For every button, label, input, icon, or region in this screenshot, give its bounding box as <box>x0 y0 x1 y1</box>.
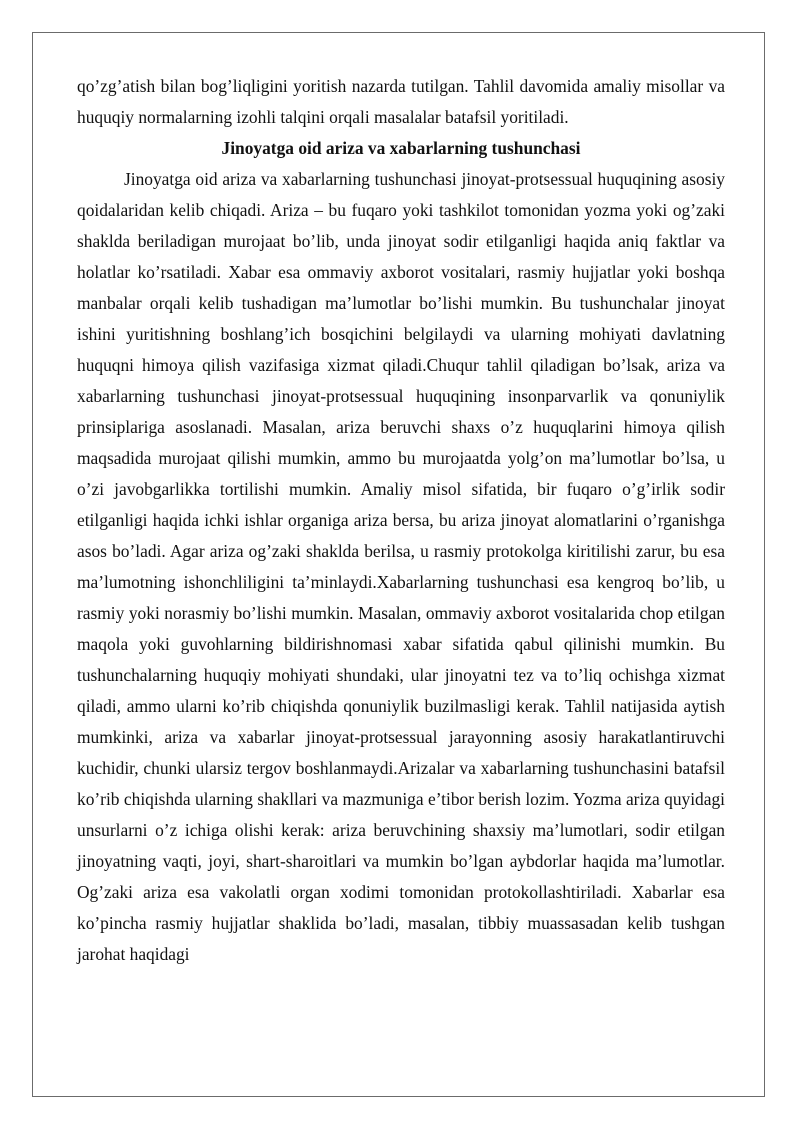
intro-paragraph: qo’zg’atish bilan bog’liqligini yoritish nazarda tutilgan. Tahlil davomida amaliy misollar va huquqiy normalarning izohli talqini orqali masalalar batafsil yoritiladi. <box>77 76 725 127</box>
document-content <box>77 71 725 970</box>
body-paragraph: Jinoyatga oid ariza va xabarlarning tushunchasi jinoyat-protsessual huquqining asosiy qoidalaridan kelib chiqadi. Ariza – bu fuqaro yoki tashkilot tomonidan yozma yoki og’zaki shaklda beriladigan murojaat bo’lib, unda jinoyat sodir etilganligi haqida aniq faktlar va holatlar ko’rsatiladi. Xabar esa ommaviy axborot vositalari, rasmiy hujjatlar yoki boshqa manbalar orqali kelib tushadigan ma’lumotlar bo’lishi mumkin. Bu tushunchalar jinoyat ishini yuritishning boshlang’ich bosqichini belgilaydi va ularning mohiyati davlatning huquqni himoya qilish vazifasiga xizmat qiladi.Chuqur tahlil qiladigan bo’lsak, ariza va xabarlarning tushunchasi jinoyat-protsessual huquqining insonparvarlik va qonuniylik prinsiplariga asoslanadi. Masalan, ariza beruvchi shaxs o’z huquqlarini himoya qilish maqsadida murojaat qilishi mumkin, ammo bu murojaatda yolg’on ma’lumotlar bo’lsa, u o’zi javobgarlikka tortilishi mumkin. Amaliy misol sifatida, bir fuqaro o’g’irlik sodir etilganligi haqida ichki ishlar organiga ariza bersa, bu ariza jinoyat alomatlarini o’rganishga asos bo’ladi. Agar ariza og’zaki shaklda berilsa, u rasmiy protokolga kiritilishi zarur, bu esa ma’lumotning ishonchliligini ta’minlaydi.Xabarlarning tushunchasi esa kengroq bo’lib, u rasmiy yoki norasmiy bo’lishi mumkin. Masalan, ommaviy axborot vositalarida chop etilgan maqola yoki guvohlarning bildirishnomasi xabar sifatida qabul qilinishi mumkin. Bu tushunchalarning huquqiy mohiyati shundaki, ular jinoyatni tez va to’liq ochishga xizmat qiladi, ammo ularni ko’rib chiqishda qonuniylik buzilmasligi kerak. Tahlil natijasida aytish mumkinki, ariza va xabarlar jinoyat-protsessual jarayonning asosiy harakatlantiruvchi kuchidir, chunki ularsiz tergov boshlanmaydi.Arizalar va xabarlarning tushunchasini batafsil ko’rib chiqishda ularning shakllari va mazmuniga e’tibor berish lozim. Yozma ariza quyidagi unsurlarni o’z ichiga olishi kerak: ariza beruvchining shaxsiy ma’lumotlari, sodir etilgan jinoyatning vaqti, joyi, shart-sharoitlari va mumkin bo’lgan aybdorlar haqida ma’lumotlar. Og’zaki ariza esa vakolatli organ xodimi tomonidan protokollashtiriladi. Xabarlar esa ko’pincha rasmiy hujjatlar shaklida bo’ladi, masalan, tibbiy muassasadan kelib tushgan jarohat haqidagi <box>77 169 725 964</box>
document-page <box>32 32 765 1097</box>
section-heading: Jinoyatga oid ariza va xabarlarning tushunchasi <box>221 138 581 158</box>
